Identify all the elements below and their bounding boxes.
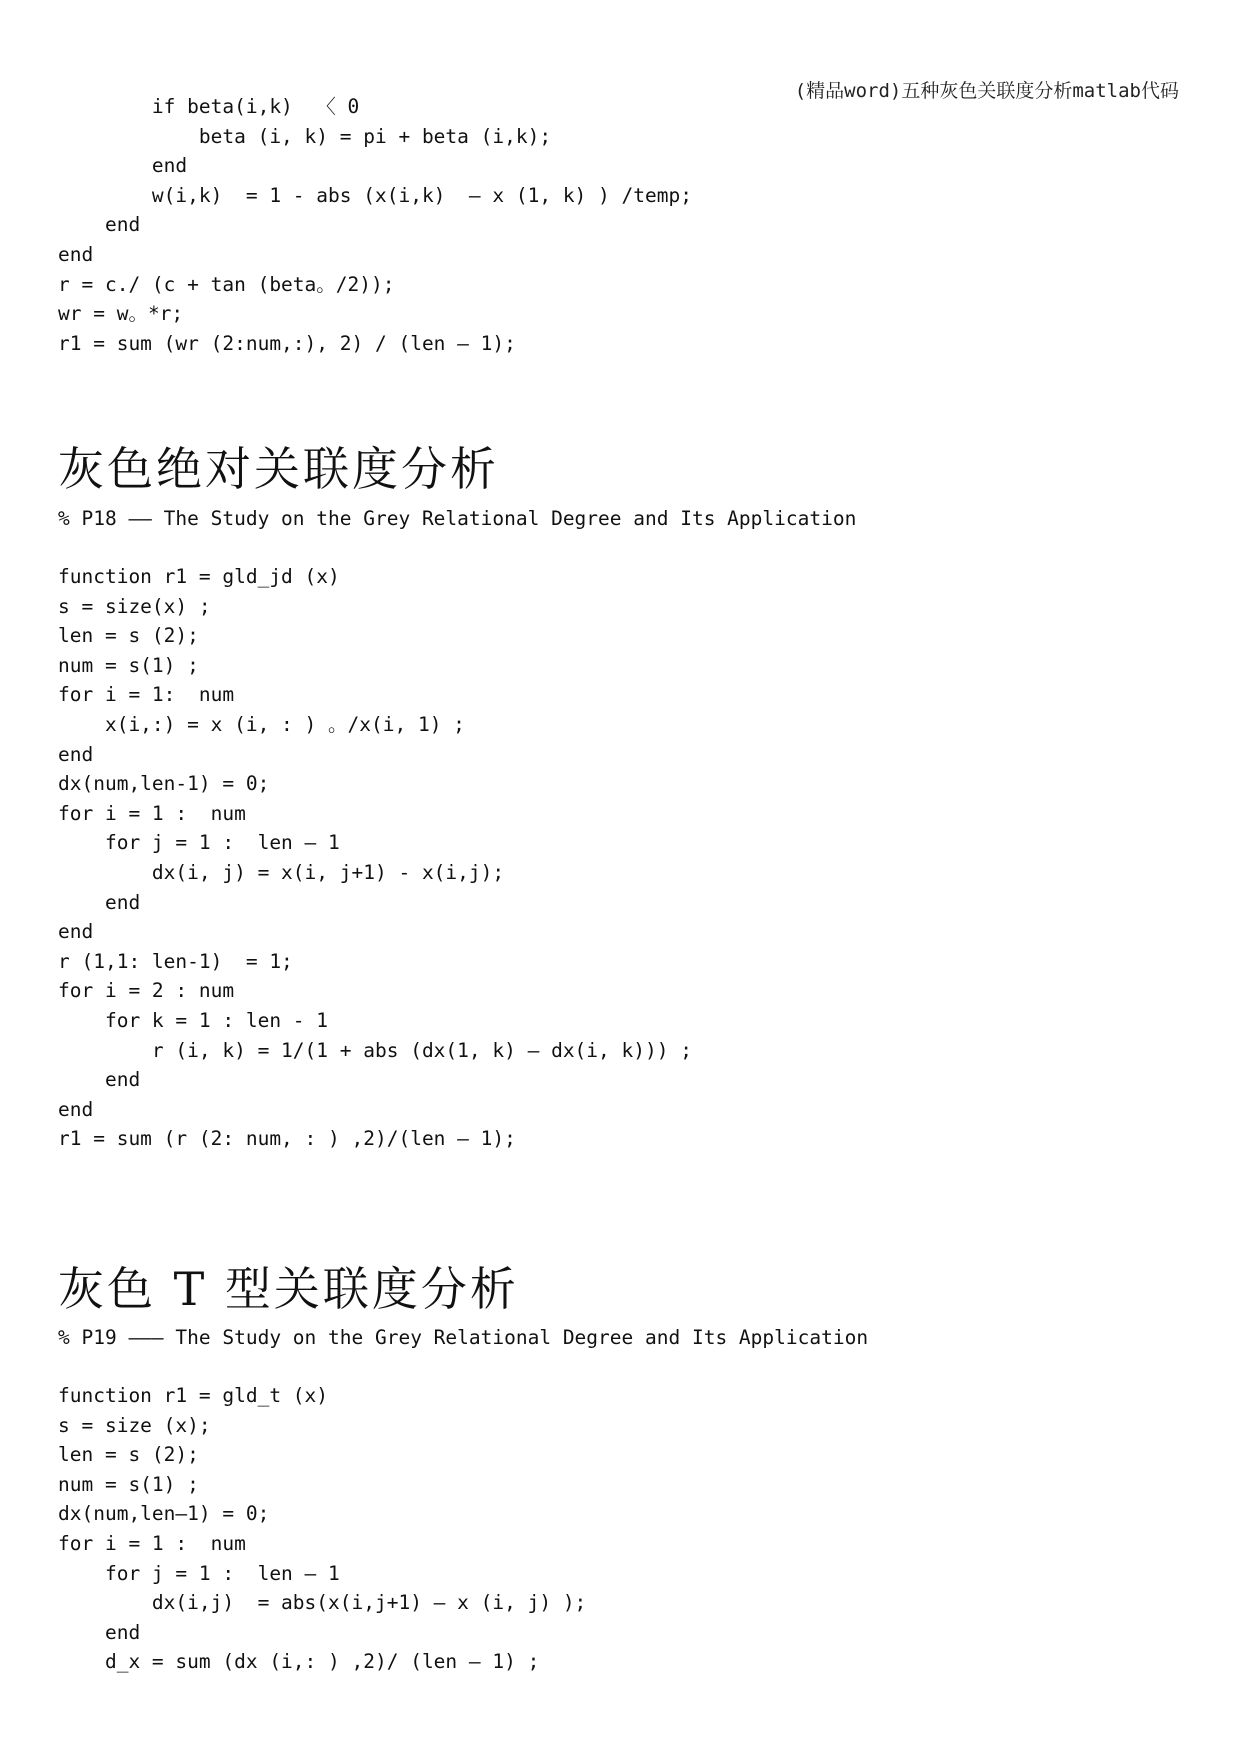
- code-line: num = s(1) ;: [58, 1472, 199, 1496]
- code-line: end: [58, 890, 141, 914]
- code-line: num = s(1) ;: [58, 653, 199, 677]
- code-line: for i = 2 : num: [58, 979, 235, 1003]
- section-comment: % P18 —— The Study on the Grey Relational Degree and Its Application: [58, 507, 857, 530]
- section-heading-absolute: 灰色绝对关联度分析: [58, 442, 499, 496]
- code-line: r (i, k) = 1/(1 + abs (dx(1, k) — dx(i, k))) ;: [58, 1038, 692, 1062]
- section2-comment-block: [58, 504, 856, 534]
- section-heading-t-type: 灰色 T 型关联度分析: [58, 1262, 519, 1316]
- code-line: beta (i, k) = pi + beta (i,k);: [58, 124, 552, 148]
- code-line: len = s (2);: [58, 624, 199, 648]
- code-line: dx(i, j) = x(i, j+1) - x(i,j);: [58, 860, 505, 884]
- code-line: end: [58, 1068, 141, 1092]
- code-line: x(i,:) = x (i, : ) 。/x(i, 1) ;: [58, 712, 465, 736]
- section3-comment-block: [58, 1323, 868, 1353]
- code-line: function r1 = gld_t (x): [58, 1384, 329, 1407]
- code-line: for i = 1 : num: [58, 801, 246, 825]
- page-header: (精品word)五种灰色关联度分析matlab代码: [794, 80, 1179, 102]
- code-line: r1 = sum (wr (2:num,:), 2) / (len — 1);: [58, 331, 516, 355]
- code-block-absolute: [58, 562, 692, 1154]
- code-line: end: [58, 213, 141, 237]
- section-comment: % P19 ——— The Study on the Grey Relational Degree and Its Application: [58, 1326, 869, 1349]
- code-line: r = c./ (c + tan (beta。/2));: [58, 272, 395, 296]
- code-line: s = size (x);: [58, 1413, 211, 1437]
- code-block-top: [58, 92, 692, 358]
- code-line: s = size(x) ;: [58, 594, 211, 618]
- code-block-t-type: [58, 1381, 586, 1677]
- code-line: if beta(i,k) 〈 0: [58, 95, 360, 118]
- code-line: for i = 1: num: [58, 683, 235, 707]
- code-line: for k = 1 : len - 1: [58, 1008, 329, 1032]
- code-line: dx(num,len-1) = 0;: [58, 772, 270, 796]
- code-line: r1 = sum (r (2: num, : ) ,2)/(len — 1);: [58, 1127, 516, 1151]
- code-line: end: [58, 154, 188, 178]
- code-line: function r1 = gld_jd (x): [58, 565, 340, 588]
- code-line: end: [58, 242, 94, 266]
- code-line: dx(num,len—1) = 0;: [58, 1502, 270, 1526]
- code-line: end: [58, 1097, 94, 1121]
- code-line: end: [58, 1620, 141, 1644]
- code-line: end: [58, 920, 94, 944]
- code-line: r (1,1: len-1) = 1;: [58, 949, 293, 973]
- code-line: for j = 1 : len — 1: [58, 1561, 340, 1585]
- code-line: len = s (2);: [58, 1443, 199, 1467]
- code-line: wr = w。*r;: [58, 302, 184, 326]
- code-line: for i = 1 : num: [58, 1531, 246, 1555]
- code-line: d_x = sum (dx (i,: ) ,2)/ (len — 1) ;: [58, 1650, 540, 1674]
- code-line: for j = 1 : len — 1: [58, 831, 340, 855]
- code-line: end: [58, 742, 94, 766]
- code-line: w(i,k) = 1 - abs (x(i,k) — x (1, k) ) /temp;: [58, 183, 692, 207]
- code-line: dx(i,j) = abs(x(i,j+1) — x (i, j) );: [58, 1591, 587, 1615]
